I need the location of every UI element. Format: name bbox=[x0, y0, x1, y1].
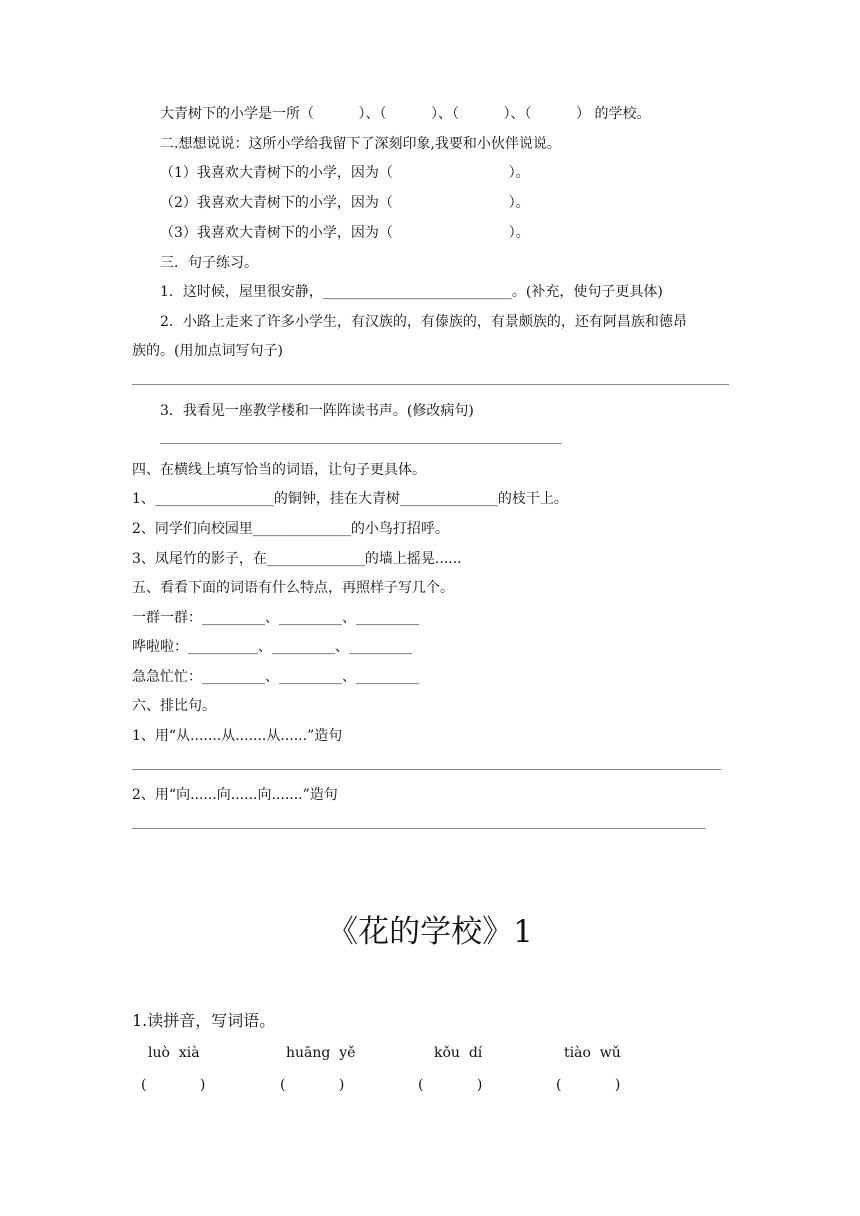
reason-line-1: （1）我喜欢大青树下的小学，因为（ ）。 bbox=[160, 165, 530, 181]
reason-line-2: （2）我喜欢大青树下的小学，因为（ ）。 bbox=[160, 195, 530, 211]
answer-line bbox=[132, 769, 721, 770]
section-four-heading: 四、在横线上填写恰当的词语，让句子更具体。 bbox=[132, 462, 426, 478]
answer-line bbox=[132, 384, 729, 385]
section-three-heading: 三．句子练习。 bbox=[160, 255, 258, 271]
answer-bracket-4: ( ) bbox=[556, 1077, 621, 1093]
parallel-sentence-1: 1、用“从.......从.......从......”造句 bbox=[132, 728, 343, 744]
section-six-heading: 六、排比句。 bbox=[132, 698, 216, 714]
question-blanks-school: 大青树下的小学是一所（ ）、（ ）、（ ）、（ ） 的学校。 bbox=[160, 106, 651, 122]
fill-blank-3: 3、凤尾竹的影子，在______________的墙上摇晃...... bbox=[132, 551, 462, 567]
section-two-heading: 二.想想说说：这所小学给我留下了深刻印象,我要和小伙伴说说。 bbox=[160, 136, 561, 152]
answer-bracket-2: ( ) bbox=[280, 1077, 345, 1093]
answer-bracket-3: ( ) bbox=[418, 1077, 483, 1093]
sentence-exercise-2: 2．小路上走来了许多小学生，有汉族的，有傣族的，有景颇族的，还有阿昌族和德昂 bbox=[160, 314, 687, 330]
pinyin-word-2: huāng yě bbox=[286, 1045, 356, 1061]
sentence-exercise-1: 1．这时候，屋里很安静，___________________________。(补充，使句子更具体) bbox=[160, 284, 663, 300]
reason-line-3: （3）我喜欢大青树下的小学，因为（ ）。 bbox=[160, 225, 530, 241]
answer-bracket-1: ( ) bbox=[141, 1077, 206, 1093]
fill-blank-1: 1、_________________的铜钟，挂在大青树______________的枝干上。 bbox=[132, 491, 568, 507]
pinyin-word-4: tiào wǔ bbox=[564, 1045, 621, 1061]
fill-blank-2: 2、同学们向校园里______________的小鸟打招呼。 bbox=[132, 521, 449, 537]
pinyin-word-1: luò xià bbox=[148, 1045, 200, 1061]
word-pattern-1: 一群一群：_________、_________、_________ bbox=[132, 610, 419, 626]
parallel-sentence-2: 2、用“向......向......向.......”造句 bbox=[132, 787, 338, 803]
answer-line bbox=[132, 828, 706, 829]
word-pattern-3: 急急忙忙：_________、_________、_________ bbox=[132, 669, 419, 685]
section-five-heading: 五、看看下面的词语有什么特点，再照样子写几个。 bbox=[132, 580, 454, 596]
answer-line bbox=[160, 443, 562, 444]
pinyin-word-3: kǒu dí bbox=[434, 1045, 483, 1061]
sentence-exercise-3: 3．我看见一座教学楼和一阵阵读书声。(修改病句) bbox=[160, 403, 474, 419]
section-one-heading: 1.读拼音，写词语。 bbox=[132, 1011, 276, 1030]
page-title: 《花的学校》1 bbox=[327, 914, 533, 950]
word-pattern-2: 哗啦啦：__________、_________、_________ bbox=[132, 639, 412, 655]
sentence-exercise-2-cont: 族的。(用加点词写句子) bbox=[132, 343, 283, 359]
